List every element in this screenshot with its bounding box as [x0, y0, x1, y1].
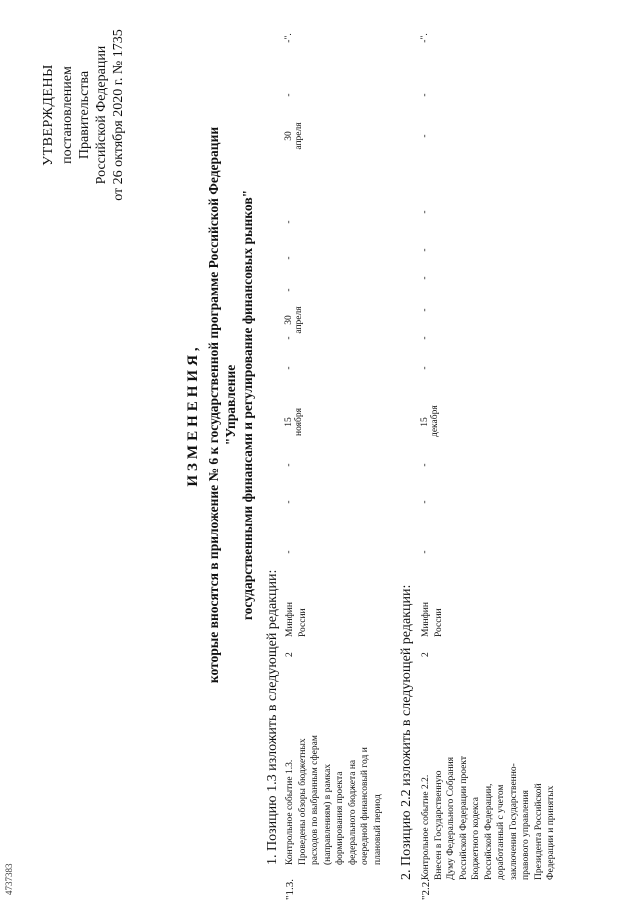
section-1-col-5: -: [284, 366, 294, 370]
section-2-col-2: -: [420, 500, 430, 504]
event-line: (направлениям) в рамках: [322, 763, 333, 865]
event-line: Федерации и принятых: [546, 785, 556, 880]
section-1-col-11: 30 апреля: [284, 122, 304, 150]
section-1-col-13: -".: [284, 33, 294, 43]
approval-line-1: постановлением Правительства: [60, 66, 92, 164]
section-2-row-number: "2.2.: [420, 879, 432, 900]
event-line: Проведены обзоры бюджетных: [297, 738, 308, 865]
subtitle-line-1: которые вносятся в приложение № 6 к государственной программе Российской Федерации "Управление: [206, 126, 238, 684]
executor-line: Минфин: [421, 602, 431, 637]
document-id: 4737383: [4, 863, 14, 895]
event-line: правового управления: [521, 790, 531, 880]
section-2-event-text: [420, 675, 558, 880]
section-2-col-9: -: [420, 248, 430, 252]
section-2-col-1: -: [420, 550, 430, 554]
subtitle-line-2: государственными финансами и регулирование финансовых рынков": [240, 189, 255, 621]
section-2-col-3: -: [420, 463, 430, 467]
event-line: плановый период: [372, 794, 383, 865]
section-2-executor: [420, 602, 445, 637]
section-1-col-7: 30 апреля: [284, 306, 304, 334]
event-line: Российской Федерации,: [483, 783, 494, 880]
approval-heading: УТВЕРЖДЕНЫ: [41, 64, 56, 166]
section-1-col-10: -: [284, 220, 294, 224]
section-1-heading: 1. Позицию 1.3 изложить в следующей редакции:: [265, 569, 280, 865]
section-1-col-6: -: [284, 336, 294, 340]
section-2-col-4: 15 декабря: [420, 405, 440, 437]
section-2-col-5: -: [420, 366, 430, 370]
section-1-type: 2: [285, 652, 295, 657]
section-1-col-12: -: [284, 93, 294, 97]
section-1-col-2: -: [284, 500, 294, 504]
event-line: Бюджетного кодекса: [471, 797, 481, 880]
document-title: ИЗМЕНЕНИЯ,: [185, 343, 201, 487]
document-subtitle: [205, 110, 256, 700]
section-2-col-12: -: [420, 93, 430, 97]
event-line: Российской Федерации проект: [458, 756, 469, 880]
section-1-executor: [284, 602, 309, 637]
section-1-col-4: 15 ноября: [284, 408, 304, 436]
event-line: доработанный с учетом: [496, 784, 506, 880]
approval-line-2: Российской Федерации: [94, 45, 109, 185]
section-1-col-1: -: [284, 550, 294, 554]
event-line: Внесен в Государственную: [433, 770, 444, 880]
section-2-col-8: -: [420, 276, 430, 280]
event-line: Президента Российской: [533, 783, 544, 880]
event-line: расходов по выбранным сферам: [310, 735, 320, 865]
section-1-row-number: "1.3.: [284, 879, 296, 900]
section-2-type: 2: [421, 652, 431, 657]
approval-line-3: от 26 октября 2020 г. № 1735: [111, 29, 126, 201]
event-line: Думу Федерального Собрания: [446, 756, 456, 880]
section-1-event-text: [284, 660, 384, 865]
section-1-col-8: -: [284, 288, 294, 292]
event-line: федерального бюджета на: [347, 759, 358, 865]
section-1-col-9: -: [284, 256, 294, 260]
event-line: очередной финансовый год и: [360, 747, 370, 865]
section-2-col-13: -".: [420, 33, 430, 43]
section-2-col-10: -: [420, 210, 430, 214]
event-line: Контрольное событие 2.2.: [421, 774, 431, 880]
approval-block: [40, 25, 127, 205]
executor-line: России: [297, 608, 308, 637]
event-line: формирования проекта: [335, 771, 345, 865]
section-2-col-7: -: [420, 308, 430, 312]
executor-line: России: [433, 608, 444, 637]
section-2-col-11: -: [420, 134, 430, 138]
section-2-col-6: -: [420, 336, 430, 340]
section-2-heading: 2. Позицию 2.2 изложить в следующей редакции:: [399, 584, 414, 880]
executor-line: Минфин: [285, 602, 295, 637]
event-line: заключения Государственно-: [508, 763, 519, 880]
event-line: Контрольное событие 1.3.: [285, 759, 295, 865]
section-1-col-3: -: [284, 463, 294, 467]
